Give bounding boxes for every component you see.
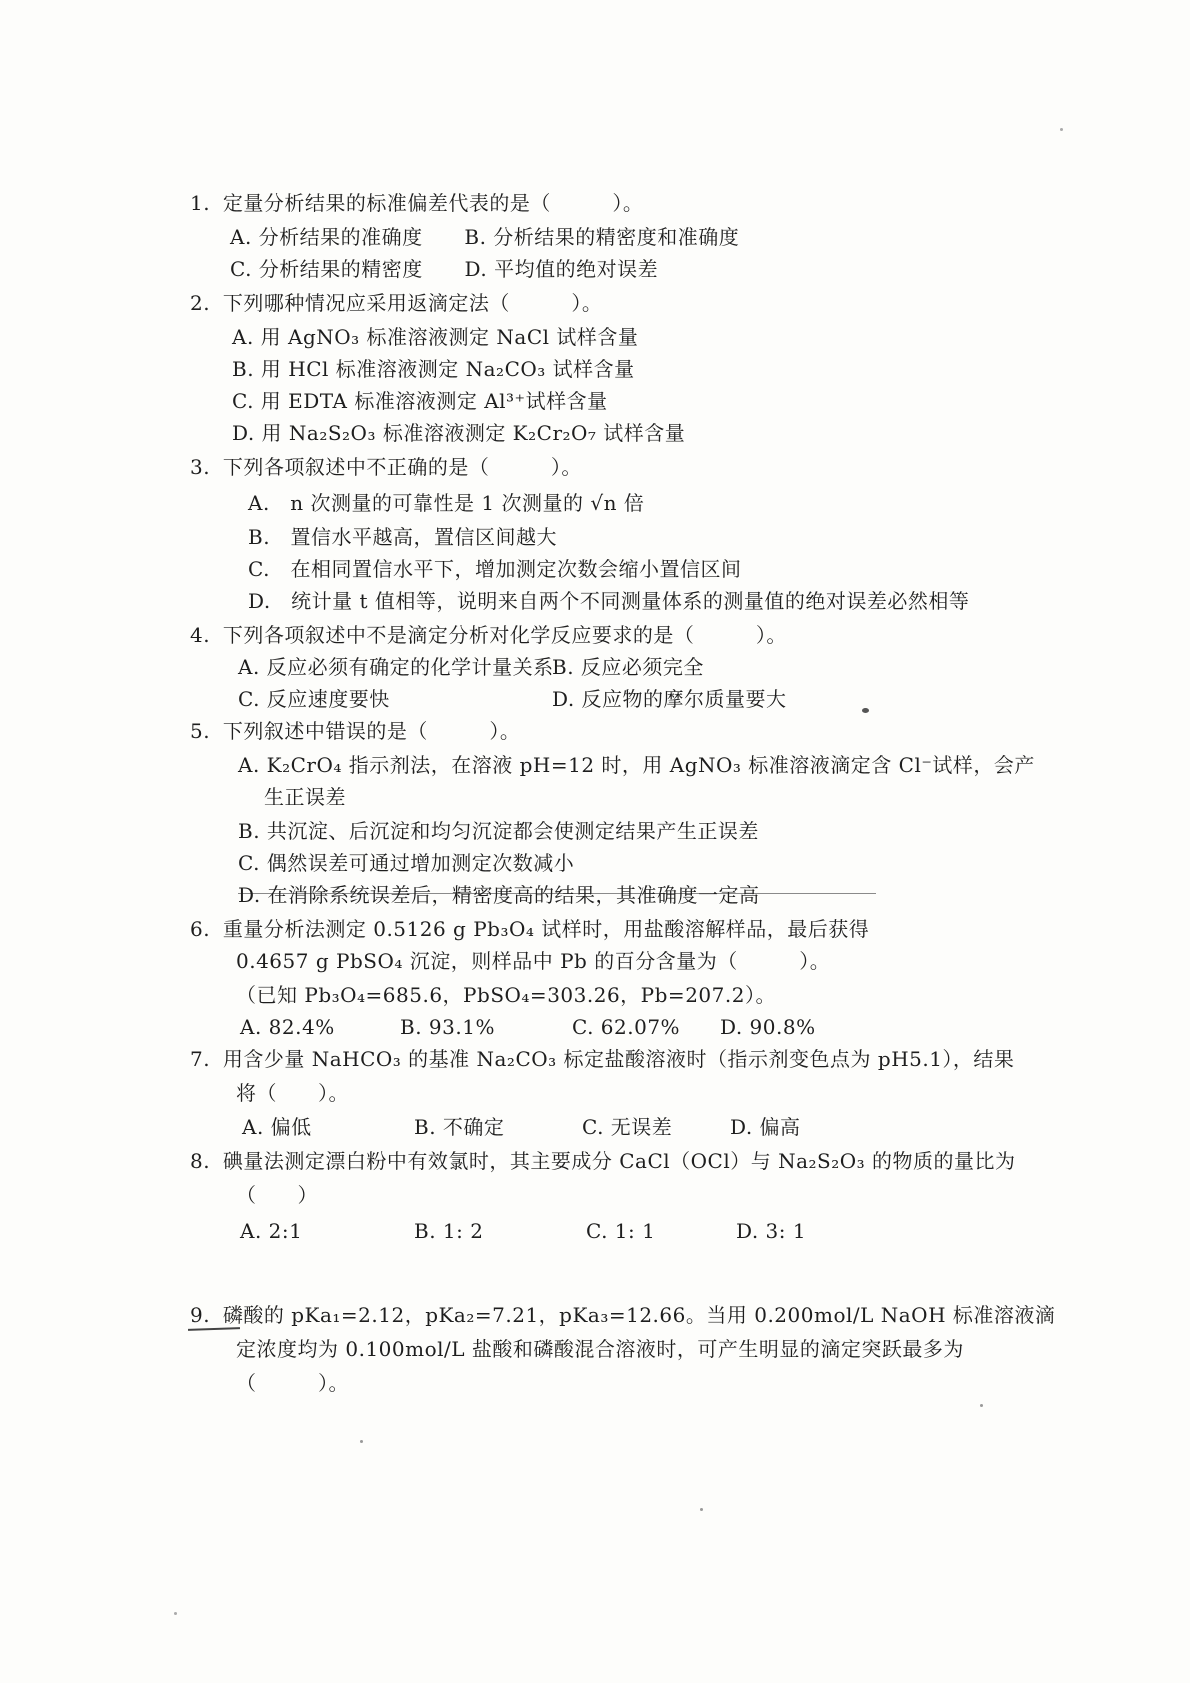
question-text: 用含少量 NaHCO₃ 的基准 Na₂CO₃ 标定盐酸溶液时（指示剂变色点为 pH5.1），结果 [222, 1047, 1015, 1071]
option-a: A. K₂CrO₄ 指示剂法，在溶液 pH=12 时，用 AgNO₃ 标准溶液滴定含 Cl⁻试样，会产 [238, 753, 1035, 777]
question-1-options-row2 [230, 254, 658, 284]
option-d: D. 用 Na₂S₂O₃ 标准溶液测定 K₂Cr₂O₇ 试样含量 [232, 421, 686, 445]
option-d: D. 90.8% [720, 1015, 816, 1039]
question-text: 下列各项叙述中不正确的是（ ）。 [222, 455, 582, 479]
option-a: A. 82.4% [240, 1015, 335, 1039]
question-text: 磷酸的 pKa₁=2.12，pKa₂=7.21，pKa₃=12.66。当用 0.200mol/L NaOH 标准溶液滴 [222, 1303, 1056, 1327]
option-b: B. 反应必须完全 [552, 655, 704, 679]
question-given-data: （已知 Pb₃O₄=685.6，PbSO₄=303.26，Pb=207.2）。 [236, 983, 776, 1007]
option-c: C. 1: 1 [586, 1219, 656, 1243]
option-c: C. 偶然误差可通过增加测定次数减小 [238, 851, 575, 875]
question-number: 5. [190, 719, 211, 743]
scan-speck [174, 1612, 177, 1615]
option-d: D. 反应物的摩尔质量要大 [552, 687, 787, 711]
question-number: 3. [190, 455, 211, 479]
option-a: A. 用 AgNO₃ 标准溶液测定 NaCl 试样含量 [232, 325, 639, 349]
option-b: B. 共沉淀、后沉淀和均匀沉淀都会使测定结果产生正误差 [238, 819, 759, 843]
question-2-stem [190, 288, 602, 318]
question-number: 7. [190, 1047, 211, 1071]
question-text-continued: 将（ ）。 [236, 1081, 349, 1105]
question-1-stem [190, 188, 643, 218]
option-d: D. 平均值的绝对误差 [464, 257, 659, 281]
question-3-stem [190, 452, 582, 482]
option-b: B. 93.1% [400, 1015, 495, 1039]
option-c: C. 62.07% [572, 1015, 681, 1039]
scan-speck [700, 1508, 703, 1511]
scan-speck [360, 1440, 363, 1443]
option-a: A. n 次测量的可靠性是 1 次测量的 √n 倍 [248, 491, 645, 515]
question-1-options-row1 [230, 222, 739, 252]
option-a-continued: 生正误差 [264, 785, 346, 809]
question-6-stem [190, 914, 869, 944]
option-d: D. 在消除系统误差后，精密度高的结果，其准确度一定高 [238, 883, 760, 907]
question-text-continued: 定浓度均为 0.100mol/L 盐酸和磷酸混合溶液时，可产生明显的滴定突跃最多为 [236, 1337, 964, 1361]
question-number: 6. [190, 917, 211, 941]
option-c: C. 在相同置信水平下，增加测定次数会缩小置信区间 [248, 557, 742, 581]
option-b: B. 分析结果的精密度和准确度 [464, 225, 740, 249]
scan-speck [862, 708, 869, 713]
scan-speck [980, 1404, 983, 1407]
question-number: 9. [190, 1303, 211, 1327]
question-text: 重量分析法测定 0.5126 g Pb₃O₄ 试样时，用盐酸溶解样品，最后获得 [222, 917, 870, 941]
option-a: A. 偏低 [242, 1115, 312, 1139]
scan-speck [1060, 128, 1063, 131]
question-5-stem [190, 716, 520, 746]
option-a: A. 分析结果的准确度 [230, 225, 423, 249]
question-number: 2. [190, 291, 211, 315]
question-text-continued: 0.4657 g PbSO₄ 沉淀，则样品中 Pb 的百分含量为（ ）。 [236, 949, 831, 973]
option-c: C. 反应速度要快 [238, 687, 390, 711]
question-blank: （ ）。 [236, 1371, 349, 1395]
question-8-stem [190, 1146, 1016, 1176]
option-b: B. 用 HCl 标准溶液测定 Na₂CO₃ 试样含量 [232, 357, 635, 381]
question-text: 下列哪种情况应采用返滴定法（ ）。 [222, 291, 603, 315]
question-7-stem [190, 1044, 1014, 1074]
question-number: 4. [190, 623, 211, 647]
option-b: B. 1: 2 [414, 1219, 484, 1243]
option-a: A. 2:1 [240, 1219, 303, 1243]
question-text: 定量分析结果的标准偏差代表的是（ ）。 [222, 191, 644, 215]
question-9-stem [190, 1300, 1055, 1330]
question-text: 下列叙述中错误的是（ ）。 [222, 719, 521, 743]
option-b: B. 不确定 [414, 1115, 505, 1139]
question-text: 下列各项叙述中不是滴定分析对化学反应要求的是（ ）。 [222, 623, 787, 647]
option-a: A. 反应必须有确定的化学计量关系 [238, 655, 554, 679]
option-c: C. 无误差 [582, 1115, 673, 1139]
handwritten-underline [188, 1327, 240, 1331]
question-number: 8. [190, 1149, 211, 1173]
option-c: C. 分析结果的精密度 [230, 257, 423, 281]
question-text-continued: （ ） [236, 1183, 318, 1207]
question-4-stem [190, 620, 787, 650]
option-d: D. 3: 1 [736, 1219, 807, 1243]
option-d: D. 偏高 [730, 1115, 801, 1139]
question-number: 1. [190, 191, 211, 215]
option-d: D. 统计量 t 值相等，说明来自两个不同测量体系的测量值的绝对误差必然相等 [248, 589, 970, 613]
question-text: 碘量法测定漂白粉中有效氯时，其主要成分 CaCl（OCl）与 Na₂S₂O₃ 的物质的量比为 [222, 1149, 1016, 1173]
option-b: B. 置信水平越高，置信区间越大 [248, 525, 558, 549]
option-c: C. 用 EDTA 标准溶液测定 Al³⁺试样含量 [232, 389, 608, 413]
